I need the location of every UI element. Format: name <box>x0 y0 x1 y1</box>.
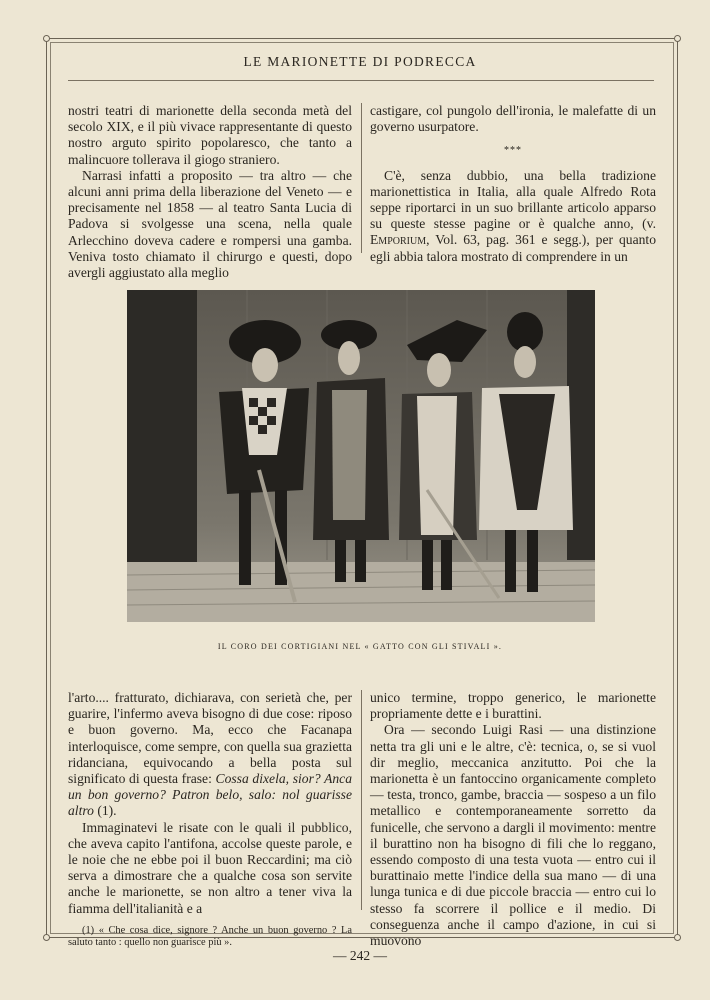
paragraph: Ora — secondo Luigi Rasi — una distinzione netta tra gli uni e le altre, c'è: tecnica, o, se si vuol dir meglio, meccanica anzitutto. Poi che la marionetta è un fantoccino organicamente completo — testa, tronco, gambe, braccia — sospeso a un filo metallico e contemporaneamente sorretto da funicelle, che servono a dargli il movimento: mentre il burattino non ha bisogno di fili che lo reggano, essendo composto di una testa vuota — entro cui il burattinaio mette l'indice della sua mano — di una lunga tunica e di due piccole braccia — entro cui lo stesso fa scorrere il pollice e il medio. Di conseguenza anche il campo d'azione, in cui si muovono <box>370 722 656 949</box>
corner-ornament <box>43 934 50 941</box>
corner-ornament <box>674 934 681 941</box>
paragraph: l'arto.... fratturato, dichiarava, con serietà che, per guarire, l'infermo aveva bisogno di due cose: riposo e buon governo. Ma, ecco che Facanapa interloquisce, come sempre, con quella sua grazietta ridanciana, equivocando a bella posta sul significato di questa frase: Cossa dixela, sior? Anca un bon governo? Patron belo, salo: nol guarisse altro (1). <box>68 690 353 819</box>
paragraph: Narrasi infatti a proposito — tra altro — che alcuni anni prima della liberazione del Veneto — e precisamente nel 1858 — al teatro Santa Lucia di Padova si svolgesse una scena, nella quale Arlecchino doveva cadere e rompersi una gamba. Veniva tosto chiamato il chirurgo e questi, dopo avergli aggiustato alla meglio <box>68 167 352 281</box>
running-header: LE MARIONETTE DI PODRECCA <box>243 54 477 69</box>
bottom-left-column <box>68 690 352 950</box>
corner-ornament <box>674 35 681 42</box>
dialect-quote: Cossa dixela, sior? Anca un bon governo? Patron belo, salo: nol guarisse altro <box>68 771 353 819</box>
figure-caption: IL CORO DEI CORTIGIANI NEL « GATTO CON GLI STIVALI ». <box>217 642 503 651</box>
page-number: — 242 — <box>333 948 387 963</box>
header-rule <box>68 80 654 81</box>
footnote: (1) « Che cosa dice, signore ? Anche un buon governo ? La saluto tanto : quello non guarisce più ». <box>68 924 352 949</box>
marionettes-photo <box>127 290 595 622</box>
top-right-column <box>370 103 656 265</box>
section-break: *** <box>504 145 522 157</box>
paragraph: Immaginatevi le risate con le quali il pubblico, che aveva capito l'antifona, accolse queste parole, e le noie che ne ebbe poi il buon Reccardini; ma ciò serva a dimostrare che a qualche cosa son servite anche le marionette, se non altro a tener viva la fiamma dell'italianità e a <box>68 819 352 916</box>
bottom-right-column <box>370 690 656 949</box>
paragraph: unico termine, troppo generico, le marionette propriamente dette e i burattini. <box>370 690 656 722</box>
journal-name: Emporium <box>370 232 427 248</box>
column-divider <box>361 690 362 910</box>
paragraph: nostri teatri di marionette della seconda metà del secolo XIX, e il più vivace rappresentante di questo nostro arguto spirito popolaresco, che tanto a malincuore tollerava il giogo straniero. <box>68 103 352 167</box>
paragraph: C'è, senza dubbio, una bella tradizione marionettistica in Italia, alla quale Alfredo Rota seppe riportarci in un suo brillante articolo apparso su queste stesse pagine or è qualche anno, (v. Emporium, Vol. 63, pag. 361 e segg.), per quanto egli abbia talora mostrato di comprendere in un <box>370 167 656 264</box>
top-left-column <box>68 103 352 281</box>
corner-ornament <box>43 35 50 42</box>
paragraph: castigare, col pungolo dell'ironia, le malefatte di un governo usurpatore. <box>370 103 656 135</box>
column-divider <box>361 103 362 253</box>
